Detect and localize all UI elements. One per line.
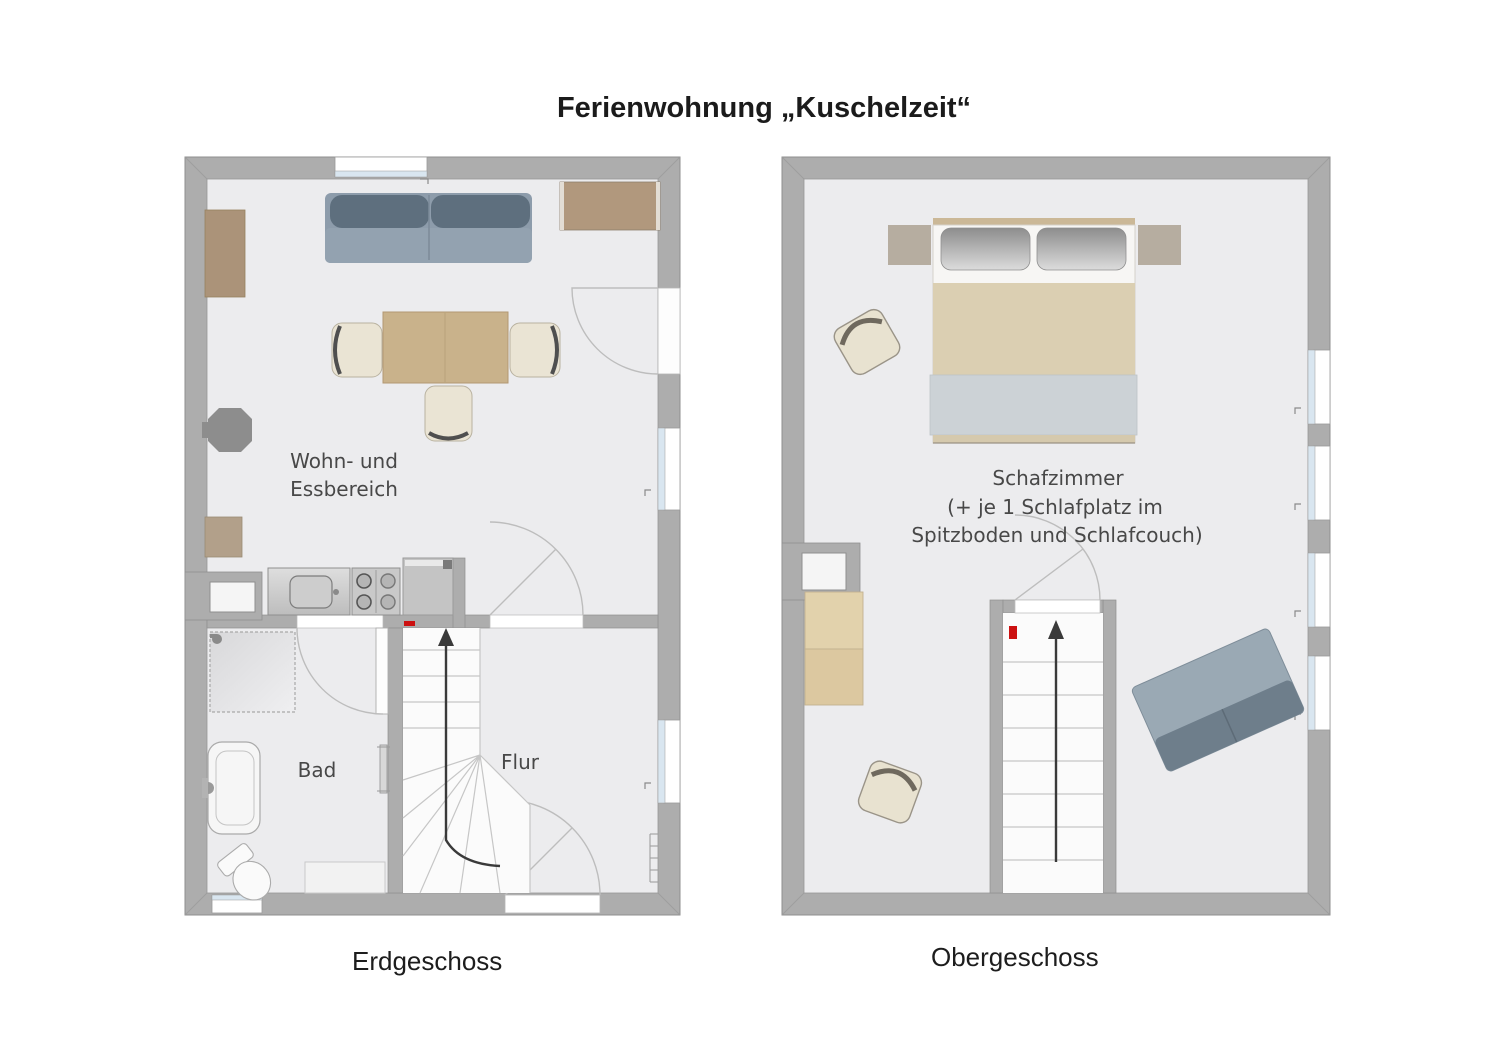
page-title: Ferienwohnung „Kuschelzeit“: [556, 92, 972, 124]
ground-floor-plan: [180, 150, 690, 930]
nightstand-left: [888, 225, 931, 265]
bedroom-label-line3: Spitzboden und Schlafcouch): [911, 523, 1203, 547]
bedroom-label-line1: Schafzimmer: [992, 466, 1124, 490]
dining-chair-bottom: [425, 386, 472, 441]
sofa: [325, 193, 532, 263]
upper-floor-plan: [780, 150, 1340, 930]
side-table: [205, 517, 242, 557]
bathroom-sink: [202, 742, 260, 834]
dining-table: [383, 312, 508, 383]
living-room-label-line1: Wohn- und: [290, 449, 398, 473]
kitchen-sink-unit: [268, 568, 350, 615]
ground-floor-caption: Erdgeschoss: [352, 946, 503, 976]
upper-floor-plan-container: [780, 150, 1340, 935]
kitchen-cabinet: [403, 558, 453, 615]
ground-floor-plan-container: [180, 150, 690, 935]
kitchen-stove: [352, 568, 400, 615]
bath-label: Bad: [297, 758, 337, 782]
stair-marker: [404, 621, 415, 626]
bedroom-label-line2: (+ je 1 Schlafplatz im: [947, 495, 1163, 519]
shower: [210, 632, 295, 712]
double-bed: [930, 218, 1137, 443]
hall-label: Flur: [501, 750, 539, 774]
upper-floor-caption: Obergeschoss: [931, 942, 1099, 972]
dining-chair-right: [510, 323, 560, 377]
bathroom-cabinet: [305, 862, 385, 893]
chimney-shaft: [782, 543, 860, 600]
wardrobe: [205, 210, 245, 297]
nightstand-right: [1138, 225, 1181, 265]
desk: [805, 592, 863, 705]
sideboard: [560, 182, 660, 230]
chimney-shaft: [185, 572, 262, 620]
living-room-label-line2: Essbereich: [290, 477, 398, 501]
stair-marker: [1009, 626, 1017, 639]
dining-chair-left: [332, 323, 382, 377]
